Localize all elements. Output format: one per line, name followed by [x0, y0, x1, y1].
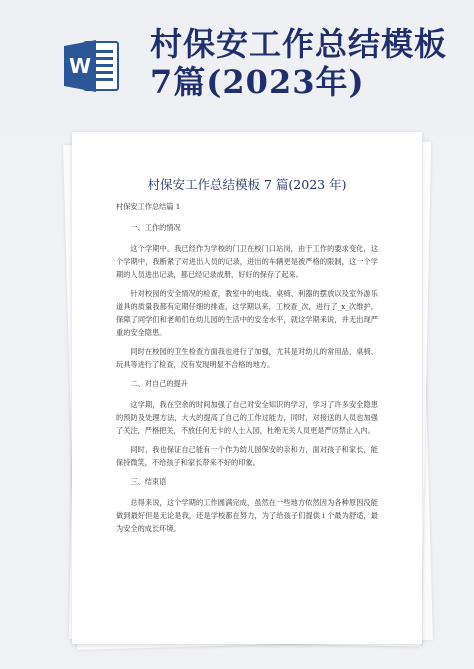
- paragraph: 总得来说，这个学期的工作圆满完成，虽然在一些地方依然因为各种原因没能做到最好但是无论是我，还是学校都在努力，为了给孩子们提供 i 个最为舒适，最为安全的成长环境。: [116, 498, 378, 533]
- section-heading: 二、对自己的提升: [130, 379, 188, 388]
- paragraph: 同时在校园的卫生检查方面我也进行了加强，尤其是对幼儿的常用品，桌椅、玩具等进行了检查，没有发现明显不合格的地方。: [116, 347, 378, 369]
- section-heading: 一、工作的情况: [130, 223, 181, 232]
- document-page: [72, 132, 422, 644]
- svg-text:W: W: [68, 54, 92, 78]
- paragraph: 针对校园的安全情况的检查，教室中的电线、桌椅、利器的摆放以及室外游乐道具的质量我都有定期仔细的排查，这学期以来，工校查_次，进行了_x_次维护，保障了同学们和老师们在幼儿园的生活中的安全水平，就这学期来说，并无出现严重的安全隐患。: [116, 289, 378, 337]
- banner-title: 村保安工作总结模板7篇(2023年): [150, 25, 448, 101]
- document-body: [116, 200, 378, 541]
- section-heading: 三、结束语: [130, 477, 167, 486]
- paragraph: 这个学期中，我已经作为学校的门卫在校门口站岗，由于工作的要求变化，这个学期中，我断紧了对进出人员的记录，进出的车辆更是被严格的限制，这一个学期的人员进出记录，都已经记录成册，好好的保存了起来。: [116, 244, 378, 279]
- document-title: 村保安工作总结模板 7 篇(2023 年): [147, 177, 347, 192]
- word-document-icon: [62, 38, 120, 94]
- section-heading: 村保安工作总结篇 1: [116, 202, 181, 211]
- paragraph: 这学期，我在空余的时间加强了自己对安全知识的学习，学习了许多安全隐患的预防及处理方法，大大的提高了自己的工作过能力，同时，对接送的人员也加强了关注，严格把关，不放任何无卡的人士入园，杜绝无关人员更是严厉禁止入内。: [116, 400, 378, 435]
- paragraph: 同时，我也保证自己能有一个作为幼儿园保安的亲和力，面对孩子和家长，能保持微笑，不给孩子和家长带来不好的印象。: [116, 445, 378, 467]
